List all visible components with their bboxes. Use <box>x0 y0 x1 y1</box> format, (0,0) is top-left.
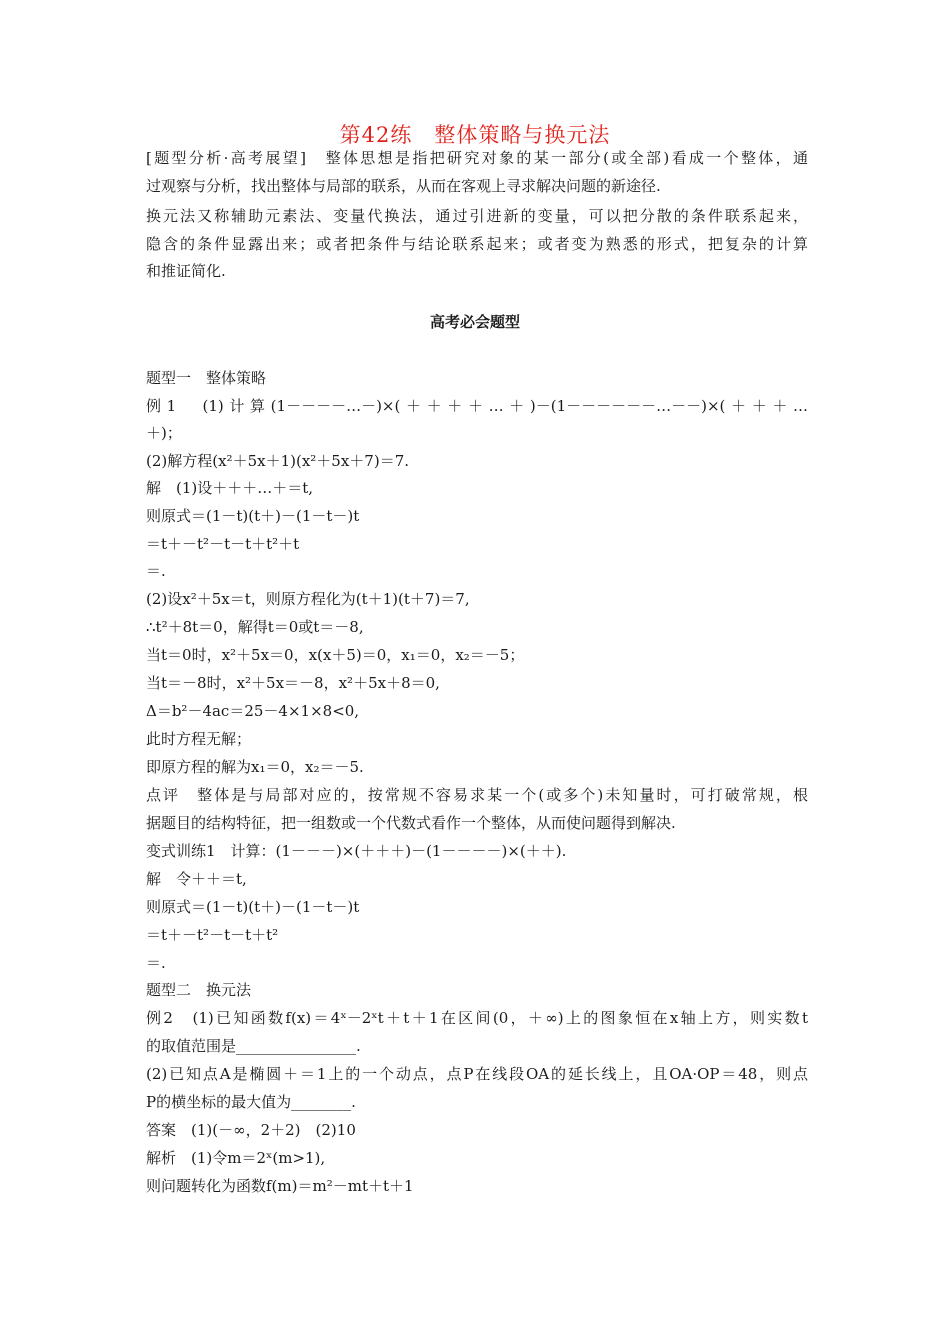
exercise-line: 变式训练1 计算：(1－－－)×(＋＋＋)－(1－－－－)×(＋＋). <box>146 842 567 860</box>
solution-line: ＝t＋－t²－t－t＋t²＋t <box>146 535 300 553</box>
example-line: P的横坐标的最大值为________. <box>146 1093 356 1111</box>
solution-line: ∴t²＋8t＝0，解得t＝0或t＝－8, <box>146 618 364 636</box>
analysis-line: 解析 (1)令m＝2ˣ(m>1), <box>146 1149 326 1167</box>
example-line: 的取值范围是________________. <box>146 1037 361 1055</box>
analysis-line: 则问题转化为函数f(m)＝m²－mt＋t＋1 <box>146 1177 414 1195</box>
solution-line: 此时方程无解； <box>146 730 252 748</box>
solution-line: 则原式＝(1－t)(t＋)－(1－t－)t <box>146 507 360 525</box>
comment-line: 点评 整体是与局部对应的，按常规不容易求某一个(或多个)未知量时，可打破常规，根 <box>146 786 808 804</box>
comment-line: 据题目的结构特征，把一组数或一个代数式看作一个整体，从而使问题得到解决. <box>146 814 676 832</box>
solution-line: 当t＝0时，x²＋5x＝0，x(x＋5)＝0，x₁＝0，x₂＝－5； <box>146 646 525 664</box>
intro-line: 和推证简化. <box>146 262 226 280</box>
example-line: 例1 (1)计算(1－－－－…－)×(＋＋＋＋…＋)－(1－－－－－－…－－)×(＋＋＋… <box>146 397 808 415</box>
solution-line: 当t＝－8时，x²＋5x＝－8，x²＋5x＋8＝0, <box>146 674 440 692</box>
example-line: (2)解方程(x²＋5x＋1)(x²＋5x＋7)＝7. <box>146 452 410 470</box>
solution-line: ＝t＋－t²－t－t＋t² <box>146 926 279 944</box>
example-line: ＋)； <box>146 424 182 442</box>
intro-line: 过观察与分析，找出整体与局部的联系，从而在客观上寻求解决问题的新途径. <box>146 177 661 195</box>
intro-line: 换元法又称辅助元素法、变量代换法，通过引进新的变量，可以把分散的条件联系起来， <box>146 207 808 225</box>
answer-line: 答案 (1)(－∞，2＋2) (2)10 <box>146 1121 356 1139</box>
solution-line: Δ＝b²－4ac＝25－4×1×8<0, <box>146 702 360 720</box>
example-line: 例2 (1)已知函数f(x)＝4ˣ－2ˣt＋t＋1在区间(0，＋∞)上的图象恒在x轴上方，则实数t <box>146 1009 808 1027</box>
solution-line: (2)设x²＋5x＝t，则原方程化为(t＋1)(t＋7)＝7, <box>146 590 470 608</box>
example-line: (2)已知点A是椭圆＋＝1上的一个动点，点P在线段OA的延长线上，且OA·OP＝48，则点 <box>146 1065 808 1083</box>
solution-line: ＝. <box>146 562 166 580</box>
solution-line: 解 (1)设＋＋＋…＋＝t, <box>146 479 314 497</box>
solution-line: 即原方程的解为x₁＝0，x₂＝－5. <box>146 758 364 776</box>
subsection-heading: 题型一 整体策略 <box>146 369 267 387</box>
solution-line: 解 令＋＋＝t, <box>146 870 247 888</box>
page-title: 第42练 整体策略与换元法 <box>339 123 611 147</box>
subsection-heading: 题型二 换元法 <box>146 981 252 999</box>
section-heading: 高考必会题型 <box>429 313 520 331</box>
solution-line: 则原式＝(1－t)(t＋)－(1－t－)t <box>146 898 360 916</box>
intro-line: 隐含的条件显露出来；或者把条件与结论联系起来；或者变为熟悉的形式，把复杂的计算 <box>146 235 808 253</box>
solution-line: ＝. <box>146 954 166 972</box>
intro-line: [题型分析·高考展望] 整体思想是指把研究对象的某一部分(或全部)看成一个整体，通 <box>146 149 808 167</box>
